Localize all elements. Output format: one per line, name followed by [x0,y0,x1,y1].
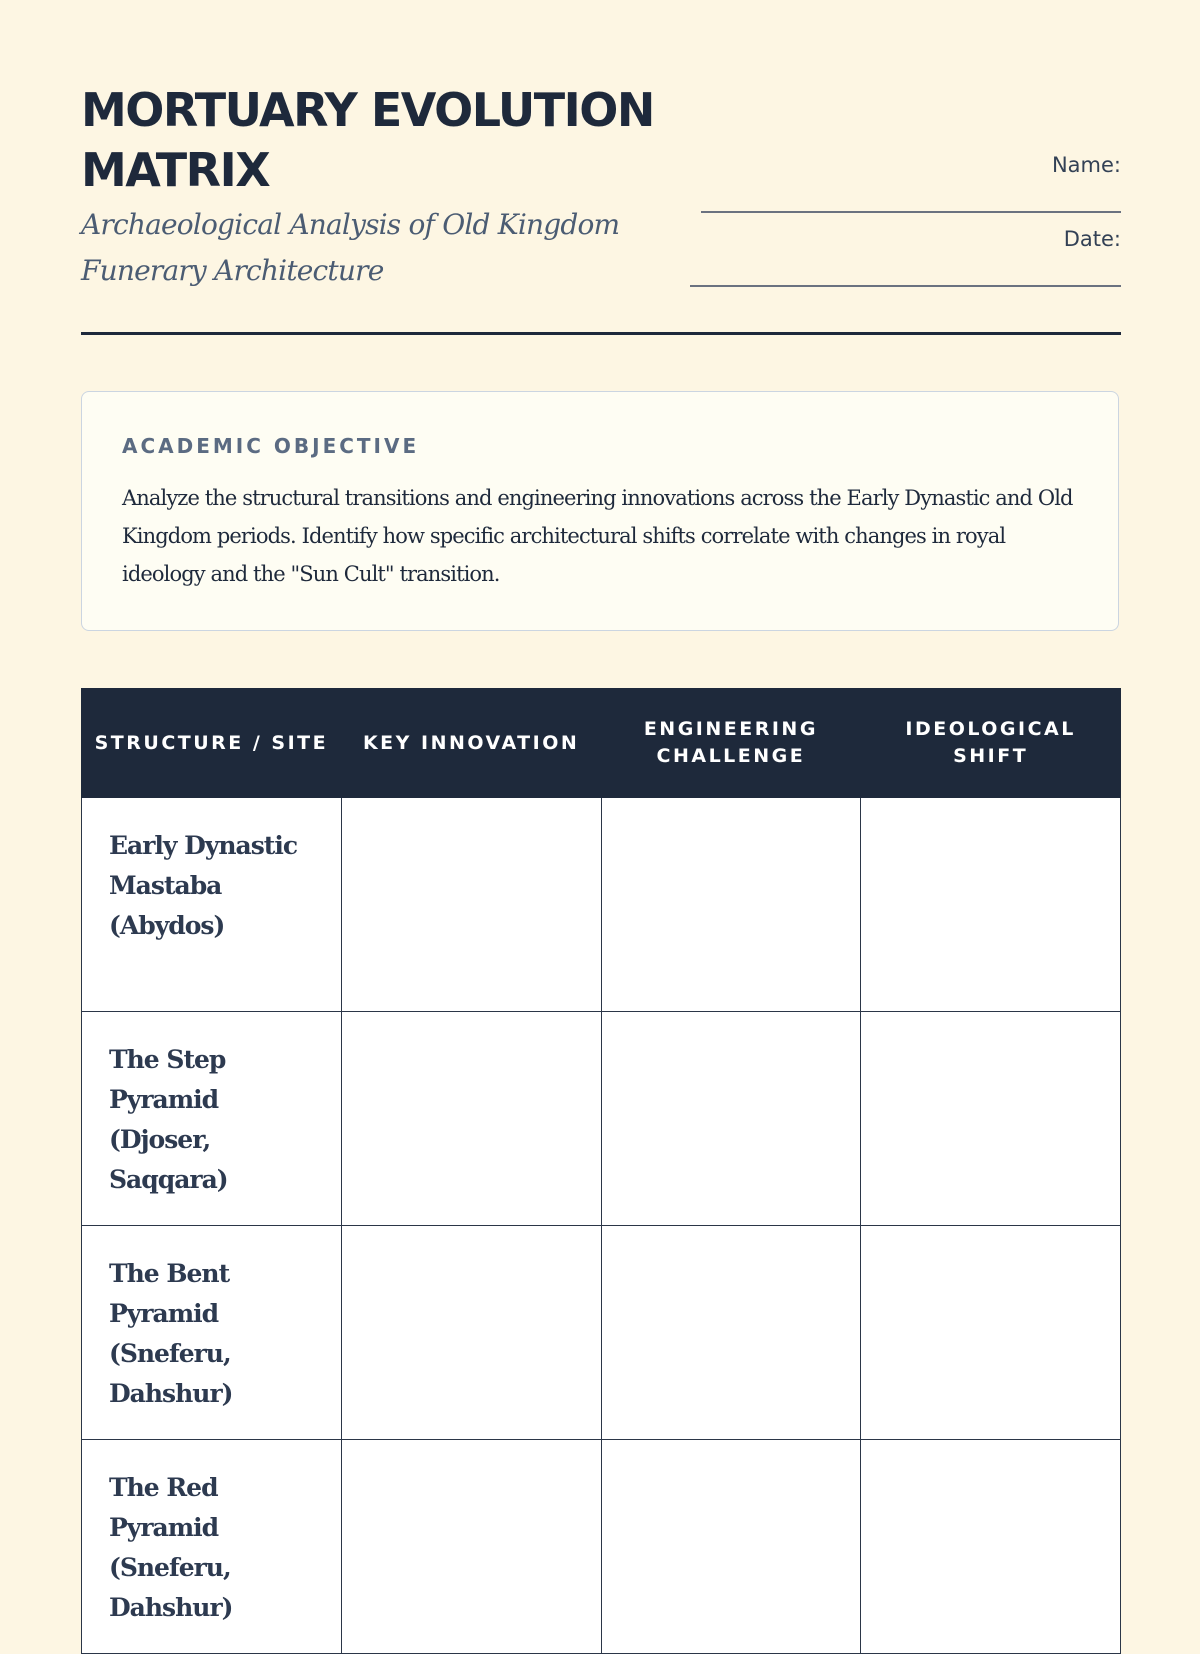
table-row [82,1226,1121,1440]
name-label: Name: [1051,153,1121,177]
objective-heading: ACADEMIC OBJECTIVE [122,434,420,458]
name-field[interactable] [701,211,1121,213]
challenge-answer-cell[interactable] [601,1012,861,1226]
column-header-structure-site: STRUCTURE / SITE [82,689,342,798]
shift-answer-cell[interactable] [861,1440,1121,1654]
challenge-answer-cell[interactable] [601,1226,861,1440]
challenge-answer-cell[interactable] [601,798,861,1012]
worksheet-header [81,80,1121,335]
objective-body: Analyze the structural transitions and engineering innovations across the Early Dynastic and Old Kingdom periods. Identify how specific architectural shifts correlate with changes in royal ideology and the "Sun Cult" transition. [122,486,1073,586]
challenge-answer-cell[interactable] [601,1440,861,1654]
site-cell [82,1440,342,1654]
table-row [82,1440,1121,1654]
column-header-ideological-shift: IDEOLOGICAL SHIFT [861,689,1121,798]
header-divider [81,332,1121,335]
shift-answer-cell[interactable] [861,1226,1121,1440]
evolution-matrix-table [81,688,1121,1654]
innovation-answer-cell[interactable] [341,798,601,1012]
column-header-key-innovation: KEY INNOVATION [341,689,601,798]
column-header-engineering-challenge: ENGINEERING CHALLENGE [601,689,861,798]
date-field[interactable] [690,285,1121,287]
innovation-answer-cell[interactable] [341,1226,601,1440]
table-header-row [82,689,1121,798]
site-cell [82,798,342,1012]
site-name: The Red Pyramid (Sneferu, Dahshur) [109,1473,233,1622]
site-name: Early Dynastic Mastaba (Abydos) [109,831,298,940]
student-info-fields [681,80,1121,320]
date-label: Date: [1063,227,1121,251]
shift-answer-cell[interactable] [861,1012,1121,1226]
innovation-answer-cell[interactable] [341,1012,601,1226]
table-row [82,798,1121,1012]
site-cell [82,1226,342,1440]
shift-answer-cell[interactable] [861,798,1121,1012]
site-name: The Step Pyramid (Djoser, Saqqara) [109,1045,228,1194]
innovation-answer-cell[interactable] [341,1440,601,1654]
site-name: The Bent Pyramid (Sneferu, Dahshur) [109,1259,233,1408]
academic-objective-card [81,391,1119,631]
site-cell [82,1012,342,1226]
page-title: MORTUARY EVOLUTION MATRIX [81,83,654,197]
page-subtitle: Archaeological Analysis of Old Kingdom Funerary Architecture [81,208,620,287]
table-row [82,1012,1121,1226]
